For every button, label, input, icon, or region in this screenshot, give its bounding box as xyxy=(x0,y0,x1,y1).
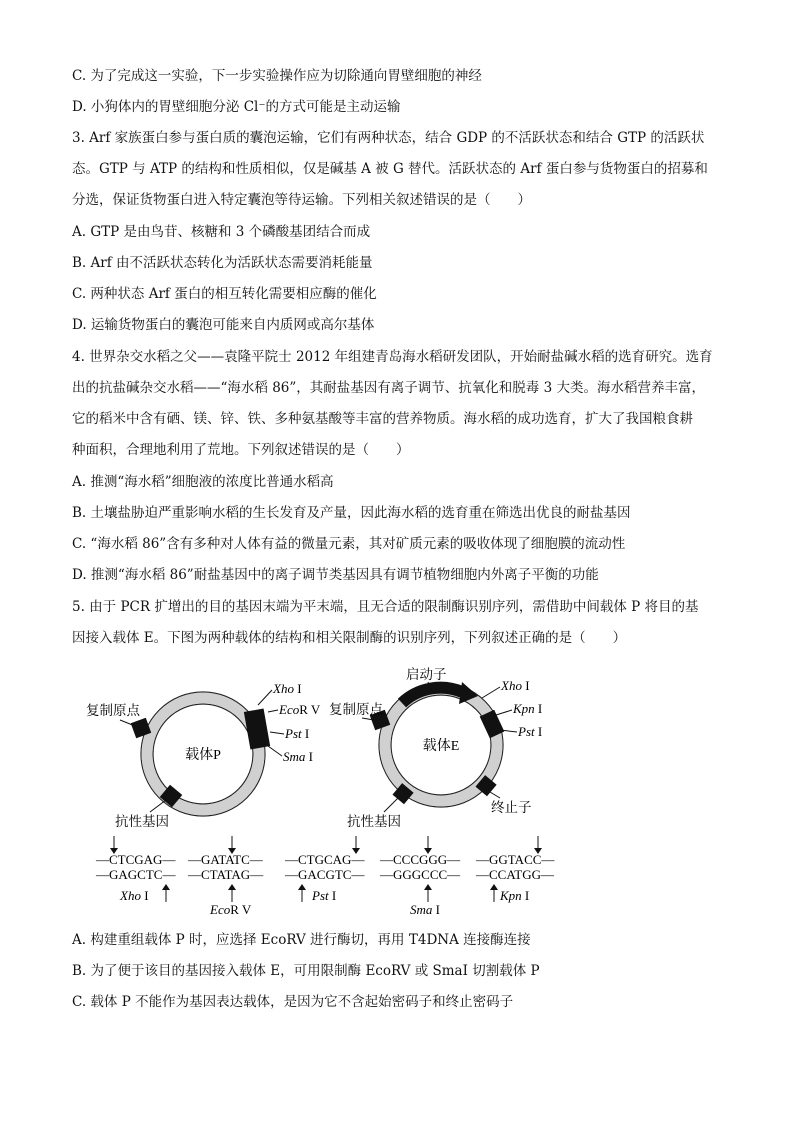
promoter-label: 启动子 xyxy=(406,667,447,682)
q3-option-c: C. 两种状态 Arf 蛋白的相互转化需要相应酶的催化 xyxy=(72,286,377,302)
q4-option-c: C. “海水稻 86”含有多种对人体有益的微量元素，其对矿质元素的吸收体现了细胞膜的流动性 xyxy=(72,536,626,552)
svg-text:—CTGCAG—: —CTGCAG— xyxy=(285,852,365,867)
q4-stem-line-2: 出的抗盐碱杂交水稻——“海水稻 86”，其耐盐基因有离子调节、抗氧化和脱毒 3 大类。海水稻营养丰富， xyxy=(72,380,705,396)
svg-text:—GGGCCC—: —GGGCCC— xyxy=(380,867,461,882)
q4-option-a: A. 推测“海水稻”细胞液的浓度比普通水稻高 xyxy=(72,474,334,490)
q4-stem-line-4: 种面积，合理地利用了荒地。下列叙述错误的是（ ） xyxy=(72,442,410,458)
site-kpni-e: Kpn I xyxy=(513,701,543,716)
svg-text:Pst I: Pst I xyxy=(312,888,337,903)
site-ecorv-p: EcoR V xyxy=(279,702,321,717)
mcs-block xyxy=(244,709,270,750)
vector-diagram xyxy=(0,660,794,920)
svg-text:—GACGTC—: —GACGTC— xyxy=(285,867,365,882)
seq-psti xyxy=(284,836,365,903)
q3-option-d: D. 运输货物蛋白的囊泡可能来自内质网或高尔基体 xyxy=(72,317,375,333)
seq-kpni xyxy=(475,836,555,903)
vector-e xyxy=(329,666,542,829)
site-smai-p: Sma I xyxy=(283,749,313,764)
q4-stem-line-1: 4. 世界杂交水稻之父——袁隆平院士 2012 年组建青岛海水稻研发团队，开始耐盐碱水稻的选育研究。选育 xyxy=(72,349,713,365)
vector-e-ori-label: 复制原点 xyxy=(329,702,383,717)
q4-stem-line-3: 它的稻米中含有硒、镁、锌、铁、多种氨基酸等丰富的营养物质。海水稻的成功选育，扩大了我国粮食耕 xyxy=(72,411,693,427)
q4-option-b: B. 土壤盐胁迫严重影响水稻的生长发育及产量，因此海水稻的选育重在筛选出优良的耐盐基因 xyxy=(72,505,631,521)
q5-option-a: A. 构建重组载体 P 时，应选择 EcoRV 进行酶切，再用 T4DNA 连接酶连接 xyxy=(72,932,531,948)
site-psti-e: Pst I xyxy=(518,724,543,739)
q5-stem-line-2: 因接入载体 E。下图为两种载体的结构和相关限制酶的识别序列，下列叙述正确的是（ ） xyxy=(72,630,627,646)
q3-option-b: B. Arf 由不活跃状态转化为活跃状态需要消耗能量 xyxy=(72,255,373,271)
terminator-label: 终止子 xyxy=(491,800,532,815)
svg-text:—GAGCTC—: —GAGCTC— xyxy=(96,867,176,882)
recognition-sequences xyxy=(95,836,555,917)
svg-text:—CTATAG—: —CTATAG— xyxy=(188,867,264,882)
svg-text:Xho I: Xho I xyxy=(120,888,149,903)
svg-text:—GGTACC—: —GGTACC— xyxy=(476,852,555,867)
q3-stem-line-2: 态。GTP 与 ATP 的结构和性质相似，仅是碱基 A 被 G 替代。活跃状态的 Arf 蛋白参与货物蛋白的招募和 xyxy=(72,161,708,177)
seq-smai xyxy=(379,836,461,917)
vector-p xyxy=(86,681,321,829)
q2-option-c: C. 为了完成这一实验，下一步实验操作应为切除通向胃壁细胞的神经 xyxy=(72,68,482,84)
site-psti-p: Pst I xyxy=(285,726,310,741)
q3-stem-line-3: 分选，保证货物蛋白进入特定囊泡等待运输。下列相关叙述错误的是（ ） xyxy=(72,192,531,208)
q5-option-c: C. 载体 P 不能作为基因表达载体，是因为它不含起始密码子和终止密码子 xyxy=(72,994,514,1010)
svg-text:Kpn I: Kpn I xyxy=(500,888,530,903)
q2-option-d: D. 小狗体内的胃壁细胞分泌 Cl⁻的方式可能是主动运输 xyxy=(72,99,401,115)
site-xhoi-p: Xho I xyxy=(273,681,302,696)
q5-option-b: B. 为了便于该目的基因接入载体 E，可用限制酶 EcoRV 或 SmaI 切割载体 P xyxy=(72,963,540,979)
q3-stem-line-1: 3. Arf 家族蛋白参与蛋白质的囊泡运输，它们有两种状态，结合 GDP 的不活跃状态和结合 GTP 的活跃状 xyxy=(72,130,705,146)
vector-p-label: 载体P xyxy=(185,748,221,763)
seq-ecorv xyxy=(187,836,264,917)
svg-text:—GATATC—: —GATATC— xyxy=(188,852,263,867)
q5-stem-line-1: 5. 由于 PCR 扩增出的目的基因末端为平末端，且无合适的限制酶识别序列，需借助中间载体 P 将目的基 xyxy=(72,599,699,615)
svg-text:—CTCGAG—: —CTCGAG— xyxy=(96,852,176,867)
q4-option-d: D. 推测“海水稻 86”耐盐基因中的离子调节类基因具有调节植物细胞内外离子平衡的功能 xyxy=(72,567,599,583)
svg-text:Sma I: Sma I xyxy=(410,902,440,917)
svg-text:—CCCGGG—: —CCCGGG— xyxy=(380,852,461,867)
vector-e-resistance-label: 抗性基因 xyxy=(347,814,401,829)
vector-p-ori-label: 复制原点 xyxy=(86,703,140,718)
vector-e-label: 载体E xyxy=(422,739,460,754)
vector-p-resistance-label: 抗性基因 xyxy=(115,814,169,829)
svg-text:EcoR V: EcoR V xyxy=(210,902,252,917)
seq-xhoi xyxy=(95,836,176,903)
svg-text:—CCATGG—: —CCATGG— xyxy=(476,867,555,882)
q3-option-a: A. GTP 是由鸟苷、核糖和 3 个磷酸基团结合而成 xyxy=(72,224,371,240)
site-xhoi-e: Xho I xyxy=(501,678,530,693)
